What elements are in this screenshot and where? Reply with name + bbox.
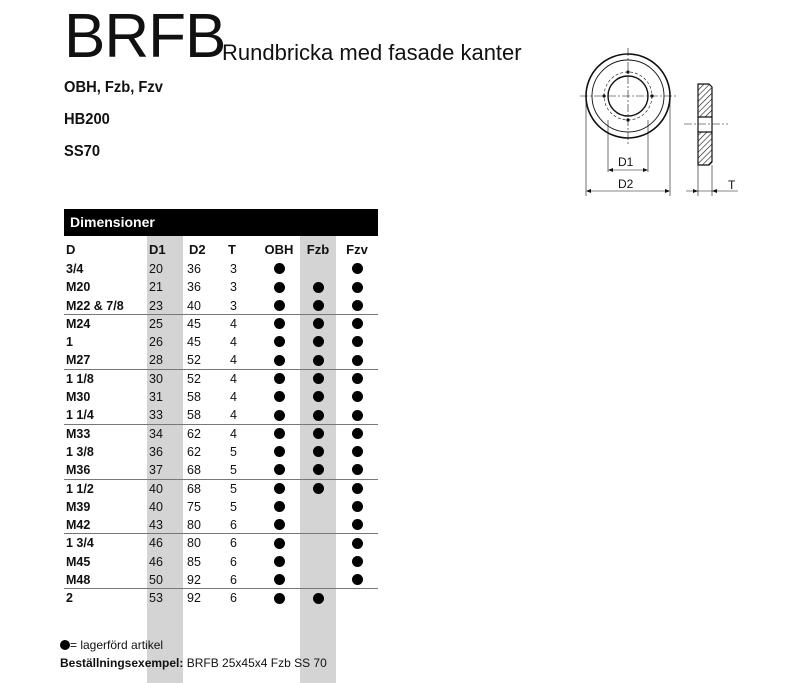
cell-d: 1 1/4: [66, 408, 94, 423]
cell-d: M33: [66, 426, 91, 441]
stock-dot-icon: [274, 464, 285, 475]
stock-dot-icon: [274, 355, 285, 366]
spec-standard: SS70: [64, 143, 101, 160]
cell-d: M39: [66, 499, 91, 514]
cell-t: 4: [230, 371, 237, 386]
stock-dot-icon: [352, 318, 363, 329]
stock-dot-icon: [313, 300, 324, 311]
cell-obh: [258, 406, 300, 424]
cell-fzb: [300, 461, 336, 479]
col-header-t: T: [228, 242, 236, 257]
cell-fzb: [300, 553, 336, 571]
cell-d2: 68: [187, 481, 201, 496]
cell-obh: [258, 388, 300, 406]
stock-dot-icon: [274, 282, 285, 293]
cell-obh: [258, 498, 300, 516]
stock-dot-icon: [274, 519, 285, 530]
table-row: [64, 480, 378, 498]
stock-dot-icon: [352, 263, 363, 274]
stock-dot-icon: [313, 318, 324, 329]
col-header-fzv: Fzv: [346, 242, 368, 257]
stock-dot-icon: [274, 336, 285, 347]
cell-fzb: [300, 388, 336, 406]
cell-t: 5: [230, 481, 237, 496]
cell-obh: [258, 351, 300, 369]
stock-dot-icon: [352, 519, 363, 530]
cell-d: M24: [66, 316, 91, 331]
cell-d2: 52: [187, 353, 201, 368]
cell-obh: [258, 589, 300, 607]
legend-text: = lagerförd artikel: [70, 638, 164, 652]
cell-d: M48: [66, 573, 91, 588]
cell-d1: 50: [149, 573, 163, 588]
stock-dot-icon: [352, 410, 363, 421]
stock-dot-icon: [274, 483, 285, 494]
cell-d1: 37: [149, 463, 163, 478]
cell-fzb: [300, 425, 336, 443]
cell-t: 3: [230, 280, 237, 295]
cell-fzv: [336, 516, 378, 534]
table-row: [64, 333, 378, 351]
cell-fzb: [300, 351, 336, 369]
cell-fzv: [336, 534, 378, 552]
cell-obh: [258, 425, 300, 443]
cell-fzb: [300, 516, 336, 534]
stock-dot-icon: [313, 391, 324, 402]
table-row: [64, 388, 378, 406]
stock-dot-icon: [352, 282, 363, 293]
cell-obh: [258, 461, 300, 479]
cell-t: 5: [230, 499, 237, 514]
cell-d2: 52: [187, 371, 201, 386]
stock-dot-icon: [352, 300, 363, 311]
cell-obh: [258, 278, 300, 296]
stock-dot-icon: [313, 355, 324, 366]
table-row: [64, 516, 378, 534]
table-row: [64, 425, 378, 443]
cell-fzv: [336, 553, 378, 571]
cell-fzv: [336, 333, 378, 351]
cell-fzb: [300, 315, 336, 333]
table-row: [64, 589, 378, 607]
cell-d1: 20: [149, 262, 163, 276]
cell-d1: 53: [149, 591, 163, 606]
cell-obh: [258, 297, 300, 315]
cell-d2: 45: [187, 316, 201, 331]
cell-t: 4: [230, 316, 237, 331]
cell-d2: 85: [187, 554, 201, 569]
cell-fzv: [336, 297, 378, 315]
col-header-d2: D2: [189, 242, 206, 257]
cell-d: M45: [66, 554, 91, 569]
stock-dot-icon: [274, 428, 285, 439]
table-row: [64, 278, 378, 296]
cell-obh: [258, 370, 300, 388]
cell-fzv: [336, 425, 378, 443]
cell-d: 1 3/8: [66, 444, 94, 459]
cell-d: M22 & 7/8: [66, 298, 124, 313]
stock-dot-icon: [60, 640, 70, 650]
cell-d1: 30: [149, 371, 163, 386]
cell-d1: 26: [149, 335, 163, 350]
order-example-label: Beställningsexempel:: [60, 656, 184, 670]
table-title: Dimensioner: [64, 209, 378, 236]
table-row: [64, 406, 378, 424]
stock-dot-icon: [352, 538, 363, 549]
stock-dot-icon: [274, 300, 285, 311]
product-code: BRFB: [64, 2, 226, 71]
cell-d: M36: [66, 463, 91, 478]
cell-obh: [258, 260, 300, 278]
table-row: [64, 351, 378, 369]
stock-dot-icon: [313, 336, 324, 347]
stock-dot-icon: [274, 373, 285, 384]
table-row: [64, 553, 378, 571]
table-row: [64, 461, 378, 479]
stock-dot-icon: [352, 574, 363, 585]
spec-finish: OBH, Fzb, Fzv: [64, 79, 163, 96]
cell-d2: 75: [187, 499, 201, 514]
cell-t: 4: [230, 353, 237, 368]
cell-t: 5: [230, 463, 237, 478]
table-row: [64, 370, 378, 388]
cell-fzb: [300, 571, 336, 589]
spec-hardness: HB200: [64, 111, 110, 128]
stock-dot-icon: [352, 336, 363, 347]
dim-t-label: T: [728, 178, 736, 192]
cell-d1: 46: [149, 554, 163, 569]
cell-fzb: [300, 333, 336, 351]
dim-d2-label: D2: [618, 177, 634, 191]
cell-d1: 40: [149, 481, 163, 496]
cell-fzb: [300, 297, 336, 315]
table-header-row: [64, 236, 378, 260]
stock-dot-icon: [274, 410, 285, 421]
cell-d2: 58: [187, 390, 201, 405]
cell-d2: 80: [187, 518, 201, 533]
cell-fzb: [300, 370, 336, 388]
cell-t: 4: [230, 408, 237, 423]
cell-d1: 36: [149, 444, 163, 459]
cell-d1: 25: [149, 316, 163, 331]
col-header-d: D: [66, 242, 76, 257]
stock-dot-icon: [274, 446, 285, 457]
cell-d: M27: [66, 353, 91, 368]
cell-obh: [258, 443, 300, 461]
cell-d1: 34: [149, 426, 163, 441]
cell-t: 5: [230, 444, 237, 459]
stock-dot-icon: [352, 446, 363, 457]
stock-dot-icon: [352, 501, 363, 512]
cell-d: M20: [66, 280, 91, 295]
cell-fzv: [336, 461, 378, 479]
cell-d1: 43: [149, 518, 163, 533]
stock-dot-icon: [313, 483, 324, 494]
cell-d2: 58: [187, 408, 201, 423]
col-header-fzb: Fzb: [306, 242, 330, 257]
cell-d2: 92: [187, 591, 201, 606]
cell-d: 1 1/2: [66, 481, 94, 496]
stock-dot-icon: [313, 373, 324, 384]
stock-dot-icon: [274, 574, 285, 585]
front-view: [580, 48, 676, 196]
col-header-d1: D1: [149, 242, 166, 257]
cell-t: 6: [230, 518, 237, 533]
cell-fzv: [336, 351, 378, 369]
stock-dot-icon: [352, 373, 363, 384]
cell-t: 6: [230, 536, 237, 551]
cell-d2: 36: [187, 280, 201, 295]
cell-fzb: [300, 589, 336, 607]
stock-dot-icon: [274, 501, 285, 512]
cell-d1: 33: [149, 408, 163, 423]
cell-d1: 28: [149, 353, 163, 368]
cell-d: M30: [66, 390, 91, 405]
cell-d2: 40: [187, 298, 201, 313]
stock-dot-icon: [274, 556, 285, 567]
cell-fzv: [336, 406, 378, 424]
order-example-value: BRFB 25x45x4 Fzb SS 70: [183, 656, 327, 670]
stock-dot-icon: [313, 446, 324, 457]
table-row: [64, 443, 378, 461]
cell-d: M42: [66, 518, 91, 533]
cell-obh: [258, 480, 300, 498]
legend: [60, 638, 163, 652]
cell-d1: 31: [149, 390, 163, 405]
stock-dot-icon: [352, 483, 363, 494]
cell-d2: 62: [187, 444, 201, 459]
cell-t: 4: [230, 426, 237, 441]
cell-obh: [258, 571, 300, 589]
cell-d1: 46: [149, 536, 163, 551]
cell-t: 6: [230, 554, 237, 569]
cell-fzv: [336, 315, 378, 333]
col-header-obh: OBH: [264, 242, 294, 257]
table-row: [64, 534, 378, 552]
cell-t: 3: [230, 298, 237, 313]
stock-dot-icon: [352, 556, 363, 567]
stock-dot-icon: [274, 263, 285, 274]
cell-obh: [258, 333, 300, 351]
cell-fzb: [300, 406, 336, 424]
stock-dot-icon: [352, 355, 363, 366]
cell-fzv: [336, 443, 378, 461]
cell-obh: [258, 553, 300, 571]
cell-obh: [258, 516, 300, 534]
cell-fzv: [336, 260, 378, 278]
table-row: [64, 297, 378, 315]
cell-fzv: [336, 589, 378, 607]
cell-t: 4: [230, 335, 237, 350]
stock-dot-icon: [313, 464, 324, 475]
cell-t: 6: [230, 573, 237, 588]
cell-fzb: [300, 480, 336, 498]
cell-d: 1 1/8: [66, 371, 94, 386]
stock-dot-icon: [274, 391, 285, 402]
cell-d: 1: [66, 335, 73, 350]
cell-fzv: [336, 388, 378, 406]
cell-d2: 62: [187, 426, 201, 441]
stock-dot-icon: [313, 282, 324, 293]
cell-fzb: [300, 260, 336, 278]
dim-d1-label: D1: [618, 155, 634, 169]
cell-fzb: [300, 278, 336, 296]
cell-t: 3: [230, 262, 237, 276]
cell-d1: 21: [149, 280, 163, 295]
product-description: Rundbricka med fasade kanter: [222, 40, 522, 65]
stock-dot-icon: [352, 391, 363, 402]
cell-d: 2: [66, 591, 73, 606]
stock-dot-icon: [274, 593, 285, 604]
cell-fzv: [336, 498, 378, 516]
cell-d1: 40: [149, 499, 163, 514]
order-example: [60, 656, 327, 670]
stock-dot-icon: [313, 410, 324, 421]
cell-d: 3/4: [66, 262, 84, 276]
table-row: [64, 260, 378, 278]
cell-fzv: [336, 480, 378, 498]
cell-fzv: [336, 278, 378, 296]
cell-obh: [258, 534, 300, 552]
cell-d1: 23: [149, 298, 163, 313]
cell-fzb: [300, 534, 336, 552]
cell-d2: 68: [187, 463, 201, 478]
cell-t: 6: [230, 591, 237, 606]
stock-dot-icon: [352, 464, 363, 475]
cell-obh: [258, 315, 300, 333]
cell-fzb: [300, 498, 336, 516]
table-row: [64, 498, 378, 516]
stock-dot-icon: [313, 593, 324, 604]
washer-technical-drawing: [578, 40, 748, 200]
cell-fzv: [336, 571, 378, 589]
table-row: [64, 315, 378, 333]
stock-dot-icon: [313, 428, 324, 439]
stock-dot-icon: [274, 538, 285, 549]
cell-fzv: [336, 370, 378, 388]
table-row: [64, 571, 378, 589]
stock-dot-icon: [352, 428, 363, 439]
dimensions-table: [64, 209, 378, 608]
stock-dot-icon: [274, 318, 285, 329]
cell-t: 4: [230, 390, 237, 405]
cell-d: 1 3/4: [66, 536, 94, 551]
cell-d2: 92: [187, 573, 201, 588]
cell-d2: 45: [187, 335, 201, 350]
cell-d2: 80: [187, 536, 201, 551]
cell-fzb: [300, 443, 336, 461]
cell-d2: 36: [187, 262, 201, 276]
